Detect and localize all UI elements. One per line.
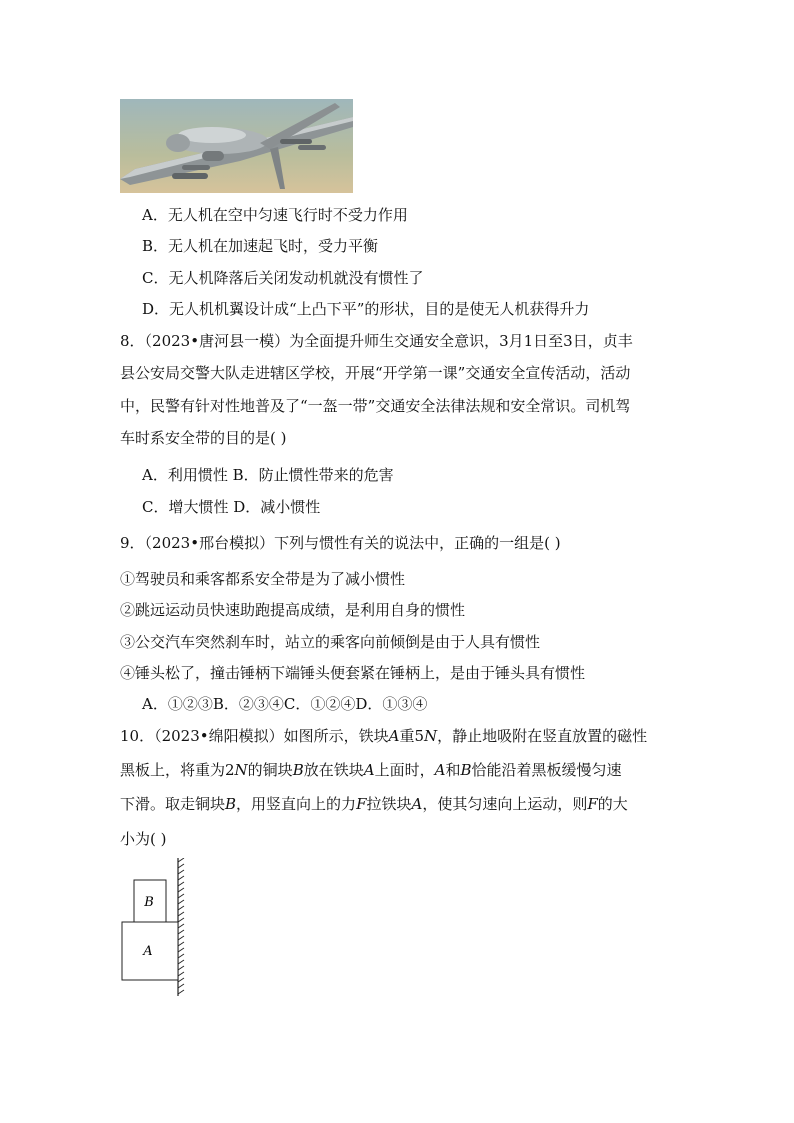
text: ，静止地吸附在竖直放置的磁性 xyxy=(437,727,648,745)
q7-option-b: B．无人机在加速起飞时，受力平衡 xyxy=(142,237,379,255)
q9-options: A．①②③B．②③④C．①②④D．①③④ xyxy=(142,695,428,713)
q8-stem-line-1: 8．（2023•唐河县一模）为全面提升师生交通安全意识，3月1日至3日，贞丰 xyxy=(120,332,633,350)
q9-item-4: ④锤头松了，撞击锤柄下端锤头便套紧在锤柄上，是由于锤头具有惯性 xyxy=(120,664,586,682)
text: 恰能沿着黑板缓慢匀速 xyxy=(471,761,622,779)
q9-item-2: ②跳远运动员快速助跑提高成绩，是利用自身的惯性 xyxy=(120,601,466,619)
text: 黑板上，将重为2 xyxy=(120,761,235,779)
drone-illustration xyxy=(120,99,353,193)
q8-options-cd: C．增大惯性 D．减小惯性 xyxy=(142,498,321,516)
text: ，使其匀速向上运动，则 xyxy=(422,795,588,813)
unit-n: N xyxy=(234,761,248,779)
var-b: B xyxy=(292,761,304,779)
q10-stem-line-1 xyxy=(120,726,647,746)
q9-item-3: ③公交汽车突然刹车时，站立的乘客向前倾倒是由于人具有惯性 xyxy=(120,633,541,651)
q10-stem-line-3 xyxy=(120,794,628,814)
q7-option-a: A．无人机在空中匀速飞行时不受力作用 xyxy=(142,206,408,224)
var-f: F xyxy=(356,795,367,813)
q10-stem-line-2 xyxy=(120,760,622,780)
var-a: A xyxy=(363,761,375,779)
text: 重5 xyxy=(399,727,425,745)
text: 10．（2023•绵阳模拟）如图所示，铁块 xyxy=(120,727,389,745)
unit-n: N xyxy=(424,727,438,745)
text: 的铜块 xyxy=(247,761,293,779)
text: 拉铁块 xyxy=(366,795,412,813)
text: 上面时， xyxy=(374,761,435,779)
wall-hatching xyxy=(178,858,184,994)
blocks-diagram xyxy=(118,858,198,998)
q8-stem-line-3: 中，民警有针对性地普及了“一盔一带”交通安全法律法规和安全常识。司机驾 xyxy=(120,397,631,415)
text: 的大 xyxy=(597,795,628,813)
blocks-figure xyxy=(118,858,198,998)
q9-stem: 9．（2023•邢台模拟）下列与惯性有关的说法中，正确的一组是( ) xyxy=(120,534,561,552)
drone-photo xyxy=(120,99,353,193)
var-a: A xyxy=(388,727,400,745)
label-b: B xyxy=(144,895,154,910)
var-b: B xyxy=(460,761,472,779)
q9-item-1: ①驾驶员和乘客都系安全带是为了减小惯性 xyxy=(120,570,406,588)
q8-options-ab: A．利用惯性 B．防止惯性带来的危害 xyxy=(142,466,394,484)
text: ，用竖直向上的力 xyxy=(236,795,357,813)
q8-stem-line-4: 车时系安全带的目的是( ) xyxy=(120,429,287,447)
q7-option-c: C．无人机降落后关闭发动机就没有惯性了 xyxy=(142,269,424,287)
var-a: A xyxy=(411,795,423,813)
text: 和 xyxy=(445,761,461,779)
var-f: F xyxy=(587,795,598,813)
text: 放在铁块 xyxy=(303,761,364,779)
q10-stem-line-4: 小为( ) xyxy=(120,830,167,848)
text: 下滑。取走铜块 xyxy=(120,795,226,813)
q8-stem-line-2: 县公安局交警大队走进辖区学校，开展“开学第一课”交通安全宣传活动，活动 xyxy=(120,364,631,382)
var-b: B xyxy=(225,795,237,813)
q7-option-d: D．无人机机翼设计成“上凸下平”的形状，目的是使无人机获得升力 xyxy=(142,300,590,318)
label-a: A xyxy=(143,944,153,959)
var-a: A xyxy=(434,761,446,779)
